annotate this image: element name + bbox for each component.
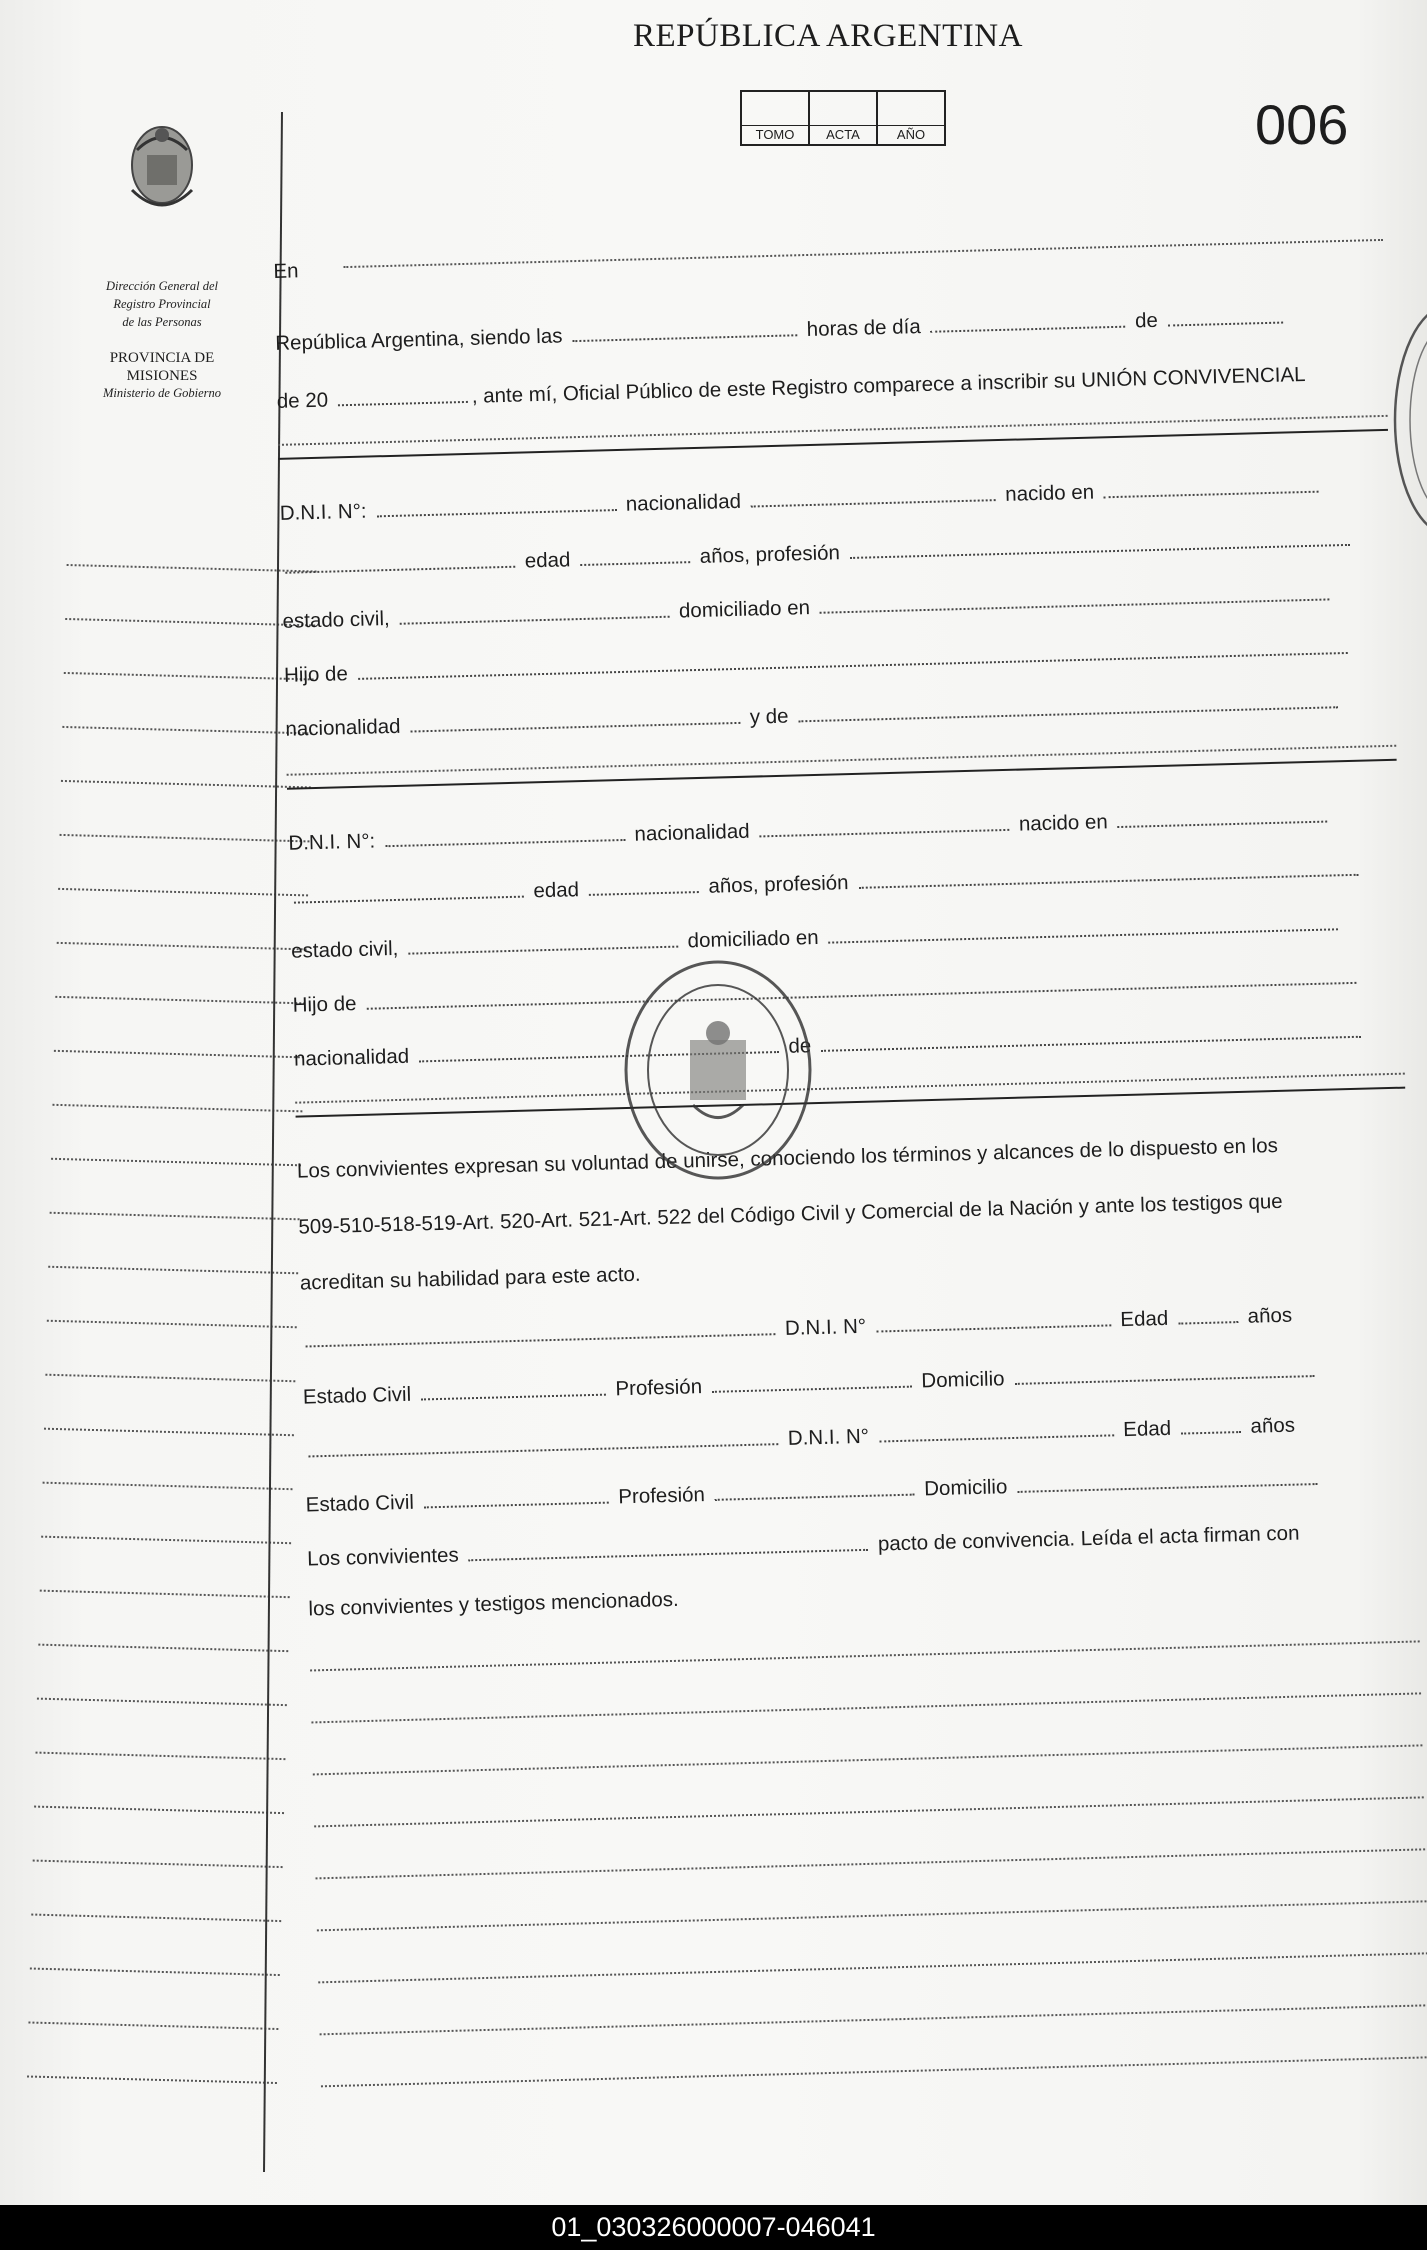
section-divider	[296, 1087, 1406, 1118]
person1-age-row: edad años, profesión	[281, 526, 1354, 580]
witness2-civil-row: Estado Civil Profesión Domicilio	[305, 1465, 1321, 1518]
country-title: REPÚBLICA ARGENTINA	[633, 18, 1023, 54]
person1-dni-row: D.N.I. N°: nacionalidad nacido en	[279, 473, 1323, 526]
acta-label: ACTA	[810, 125, 876, 143]
intro-line-1: En	[273, 259, 299, 283]
page-number: 006	[1255, 93, 1349, 156]
section-divider	[287, 759, 1397, 790]
person1-nationality-row: nacionalidad y de	[285, 688, 1342, 742]
official-stamp-icon	[618, 955, 818, 1185]
province-name: PROVINCIA DE MISIONES	[109, 350, 215, 384]
tomo-label: TOMO	[742, 125, 808, 143]
person2-nationality-row: nacionalidad de	[294, 1018, 1365, 1072]
declaration-line-1: Los convivientes expresan su voluntad de unirse, conociendo los términos y alcances de lo dispuesto en los	[296, 1133, 1279, 1183]
institution-name: Dirección General del Registro Provincial de las Personas	[106, 279, 218, 329]
person1-civil-row: estado civil, domiciliado en	[282, 580, 1334, 634]
intro-line-2: República Argentina, siendo las horas de día de	[275, 303, 1287, 355]
margin-note-lines	[27, 512, 318, 2084]
ministry-name: Ministerio de Gobierno	[102, 386, 222, 400]
document-id-bar: 01_030326000007-046041	[0, 2205, 1427, 2250]
section-divider	[278, 429, 1388, 460]
witness1-dni-row: D.N.I. N° Edad años	[301, 1302, 1292, 1354]
closing-line-1: Los convivientes pacto de convivencia. Leída el acta firman con	[306, 1521, 1300, 1571]
form-body	[270, 110, 1427, 2169]
ano-label: AÑO	[878, 125, 944, 143]
person2-parent-row: Hijo de	[292, 964, 1360, 1018]
intro-line-3: de 20 , ante mí, Oficial Público de este Registro comparece a inscribir su UNIÓN CONVIVENCIAL	[276, 362, 1306, 413]
person2-age-row: edad años, profesión	[289, 856, 1362, 910]
closing-line-2: los convivientes y testigos mencionados.	[308, 1587, 679, 1621]
person2-civil-row: estado civil, domiciliado en	[291, 910, 1343, 964]
person2-dni-row: D.N.I. N°: nacionalidad nacido en	[288, 802, 1332, 855]
provincial-emblem-icon	[117, 120, 207, 220]
witness1-civil-row: Estado Civil Profesión Domicilio	[303, 1357, 1319, 1410]
edge-stamp-icon	[1390, 290, 1427, 550]
person1-parent-row: Hijo de	[284, 634, 1352, 688]
institution-block	[72, 120, 252, 401]
declaration-line-3: acreditan su habilidad para este acto.	[299, 1262, 641, 1295]
witness2-dni-row: D.N.I. N° Edad años	[304, 1412, 1295, 1464]
declaration-line-2: 509-510-518-519-Art. 520-Art. 521-Art. 522 del Código Civil y Comercial de la Nación y ante los testigos que	[298, 1189, 1283, 1239]
